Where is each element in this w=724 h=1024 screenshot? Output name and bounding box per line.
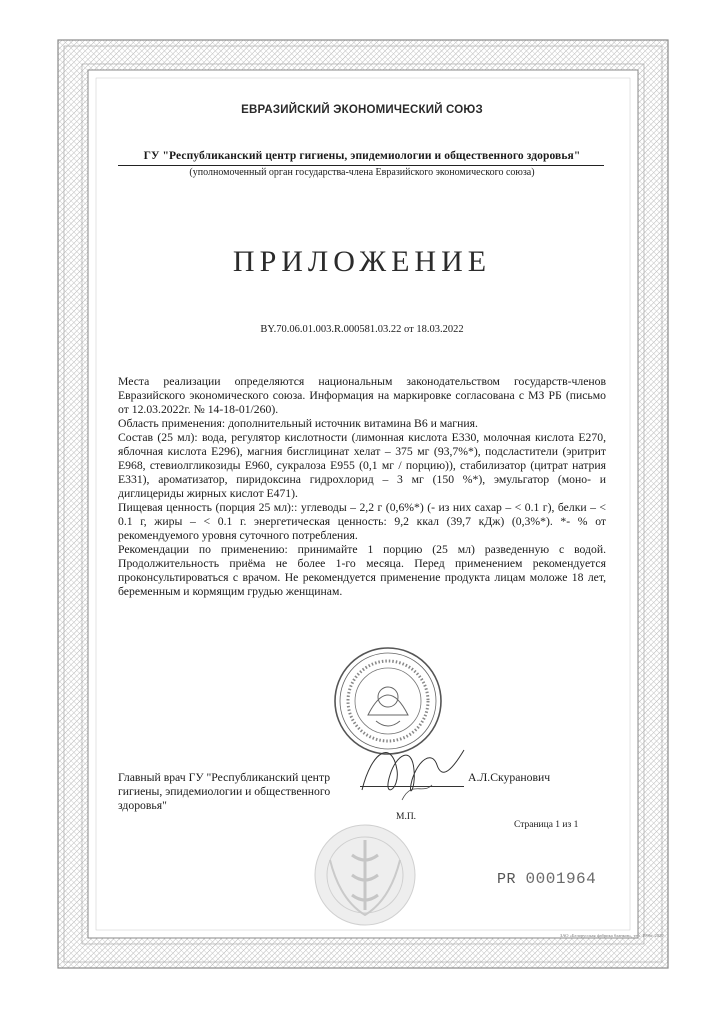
page-title: ПРИЛОЖЕНИЕ xyxy=(232,245,492,278)
union-header: ЕВРАЗИЙСКИЙ ЭКОНОМИЧЕСКИЙ СОЮЗ xyxy=(241,104,483,116)
watermark-emblem xyxy=(300,820,430,930)
signature-line xyxy=(360,786,464,787)
paragraph-composition: Состав (25 мл): вода, регулятор кислотности (лимонная кислота Е330, молочная кислота Е270, яблочная кислота Е296), магния бисглицинат хелат – 375 мг (93,7%*), подсластители (эритрит Е968, стевиолгликозиды Е960, сукралоза Е955 (0,1 мг / порцию)), стабилизатор (цитрат натрия Е331), ароматизатор, пиридоксина гидрохлорид – 3 мг (150 %*), эмульгатор (моно- и диглицериды жирных кислот Е471). xyxy=(118,431,606,500)
paragraph-recommendations: Рекомендации по применению: принимайте 1 порцию (25 мл) разведенную с водой. Продолжительность приёма не более 1-го месяца. Перед применением рекомендуется проконсультироваться с врачом. Не рекомендуется применение продукта лицам моложе 18 лет, беременным и кормящим грудью женщинам. xyxy=(118,543,606,598)
organization-underline xyxy=(118,165,604,166)
body-text xyxy=(118,375,606,599)
paragraph-nutrition: Пищевая ценность (порция 25 мл):: углеводы – 2,2 г (0,6%*) (- из них сахар – < 0.1 г), белки – < 0.1 г, жиры – < 0.1 г. энергетическая ценность: 9,2 ккал (39,7 кДж) (0,3%*). *- % от рекомендуемого уровня суточного потребления. xyxy=(118,501,606,542)
handwritten-signature xyxy=(352,730,472,810)
serial-prefix: PR xyxy=(497,871,517,888)
signer-position: Главный врач ГУ "Республиканский центр гигиены, эпидемиологии и общественного здоровья" xyxy=(118,771,331,812)
printer-footnote: ЗАО «Белорусская фабрика бланков», тел. 1996г. 2020 xyxy=(560,933,664,938)
document-number: BY.70.06.01.003.R.000581.03.22 от 18.03.2022 xyxy=(260,324,464,335)
signer-name: А.Л.Скуранович xyxy=(468,771,551,784)
organization-name: ГУ "Республиканский центр гигиены, эпидемиологии и общественного здоровья" xyxy=(143,150,581,162)
paragraph-scope: Область применения: дополнительный источник витамина В6 и магния. xyxy=(118,417,478,430)
serial-digits: 0001964 xyxy=(525,870,597,888)
stamp-place-label: М.П. xyxy=(396,812,417,822)
organization-note: (уполномоченный орган государства-члена Евразийского экономического союза) xyxy=(189,167,535,178)
paragraph-sales: Места реализации определяются национальным законодательством государств-членов Евразийского экономического союза. Информация на маркировке согласована с МЗ РБ (письмо от 12.03.2022г. № 14-18-01/260). xyxy=(118,375,606,416)
serial-number xyxy=(497,870,596,888)
page-counter: Страница 1 из 1 xyxy=(514,820,579,830)
